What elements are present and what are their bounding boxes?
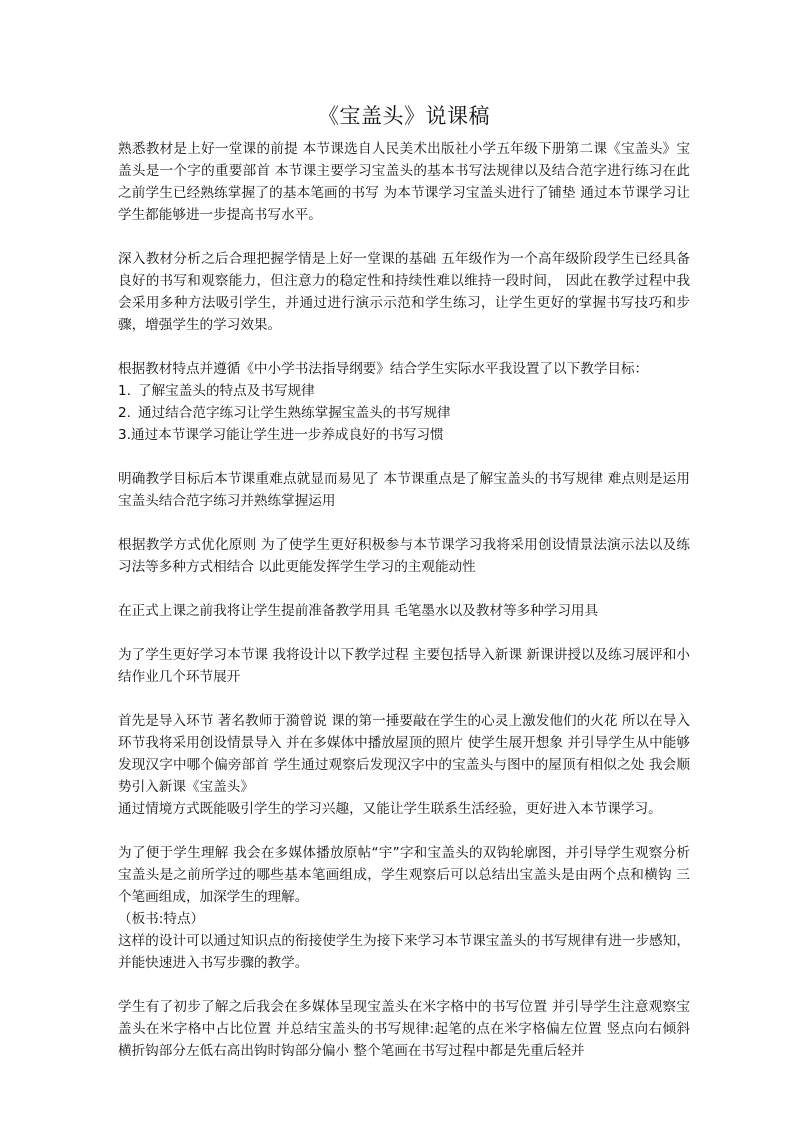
paragraph-introduction-summary: 通过情境方式既能吸引学生的学习兴趣，又能让学生联系生活经验，更好进入本节课学习。 (118, 801, 662, 817)
paragraph-gap (118, 336, 690, 358)
paragraph-teaching: 为了便于学生理解 我会在多媒体播放原帖“宇”字和宝盖头的双钩轮廓图，并引导学生观察分析宝盖头是之前所学过的哪些基本笔画组成，学生观察后可以总结出宝盖头是由两个点和横钩 三个笔画组成，加深学生的理解。 (118, 845, 690, 905)
goal-item-1 (118, 380, 690, 402)
goal-text: 通过本节课学习能让学生进一步养成良好的书写习惯 (130, 427, 444, 443)
paragraph-gap (118, 578, 690, 600)
paragraph-gap (118, 820, 690, 842)
goal-number: 2. (118, 405, 131, 421)
paragraph-gap (118, 226, 690, 248)
document-page (118, 102, 690, 1062)
paragraph-key-points: 明确教学目标后本节课重难点就显而易见了 本节课重点是了解宝盖头的书写规律 难点则是运用宝盖头结合范字练习并熟练掌握运用 (118, 471, 690, 509)
paragraph-goals-intro: 根据教材特点并遵循《中小学书法指导纲要》结合学生实际水平我设置了以下教学目标： (118, 361, 649, 377)
paragraph-gap (118, 688, 690, 710)
paragraph-teaching-summary: 这样的设计可以通过知识点的衔接使学生为接下来学习本节课宝盖头的书写规律有进一步感知，并能快速进入书写步骤的教学。 (118, 933, 690, 971)
paragraph-gap (118, 974, 690, 996)
goal-number: 1. (118, 383, 131, 399)
goal-text: 通过结合范字练习让学生熟练掌握宝盖头的书写规律 (138, 405, 451, 421)
paragraph-process: 为了学生更好学习本节课 我将设计以下教学过程 主要包括导入新课 新课讲授以及练习展评和小结作业几个环节展开 (118, 647, 690, 685)
paragraph-introduction: 首先是导入环节 著名教师于漪曾说 课的第一捶要敲在学生的心灵上激发他们的火花 所以在导入环节我将采用创设情景导入 并在多媒体中播放屋顶的照片 使学生展开想象 并引导学生从中能够发现汉字中哪个偏旁部首 学生通过观察后发现汉字中的宝盖头与图中的屋顶有相似之处 我会顺势引入新课《宝盖头》 (118, 713, 690, 795)
document-title: 《宝盖头》说课稿 (318, 104, 490, 128)
paragraph-preparation: 在正式上课之前我将让学生提前准备教学用具 毛笔墨水以及教材等多种学习用具 (118, 603, 599, 619)
paragraph-writing-rules: 学生有了初步了解之后我会在多媒体呈现宝盖头在米字格中的书写位置 并引导学生注意观察宝盖头在米字格中占比位置 并总结宝盖头的书写规律:起笔的点在米字格偏左位置 竖点向右倾斜 横折钩部分左低右高出钩时钩部分偏小 整个笔画在书写过程中都是先重后轻并 (118, 999, 690, 1059)
goal-item-2 (118, 402, 690, 424)
paragraph-gap (118, 622, 690, 644)
goal-text: 了解宝盖头的特点及书写规律 (138, 383, 315, 399)
paragraph-gap (118, 512, 690, 534)
goal-item-3 (118, 424, 690, 446)
paragraph-methods: 根据教学方式优化原则 为了使学生更好积极参与本节课学习我将采用创设情景法演示法以及练习法等多种方式相结合 以此更能发挥学生学习的主观能动性 (118, 537, 690, 575)
goal-number: 3. (118, 427, 131, 443)
paragraph-gap (118, 446, 690, 468)
board-note: （板书:特点） (118, 911, 205, 927)
paragraph-student-analysis: 深入教材分析之后合理把握学情是上好一堂课的基础 五年级作为一个高年级阶段学生已经具备良好的书写和观察能力，但注意力的稳定性和持续性难以维持一段时间， 因此在教学过程中我会采用多种方法吸引学生，并通过进行演示示范和学生练习，让学生更好的掌握书写技巧和步骤，增强学生的学习效果。 (118, 251, 690, 333)
paragraph-textbook: 熟悉教材是上好一堂课的前提 本节课选自人民美术出版社小学五年级下册第二课《宝盖头》宝盖头是一个字的重要部首 本节课主要学习宝盖头的基本书写法规律以及结合范字进行练习在此之前学生已经熟练掌握了的基本笔画的书写 为本节课学习宝盖头进行了铺垫 通过本节课学习让学生都能够进一步提高书写水平。 (118, 141, 690, 223)
